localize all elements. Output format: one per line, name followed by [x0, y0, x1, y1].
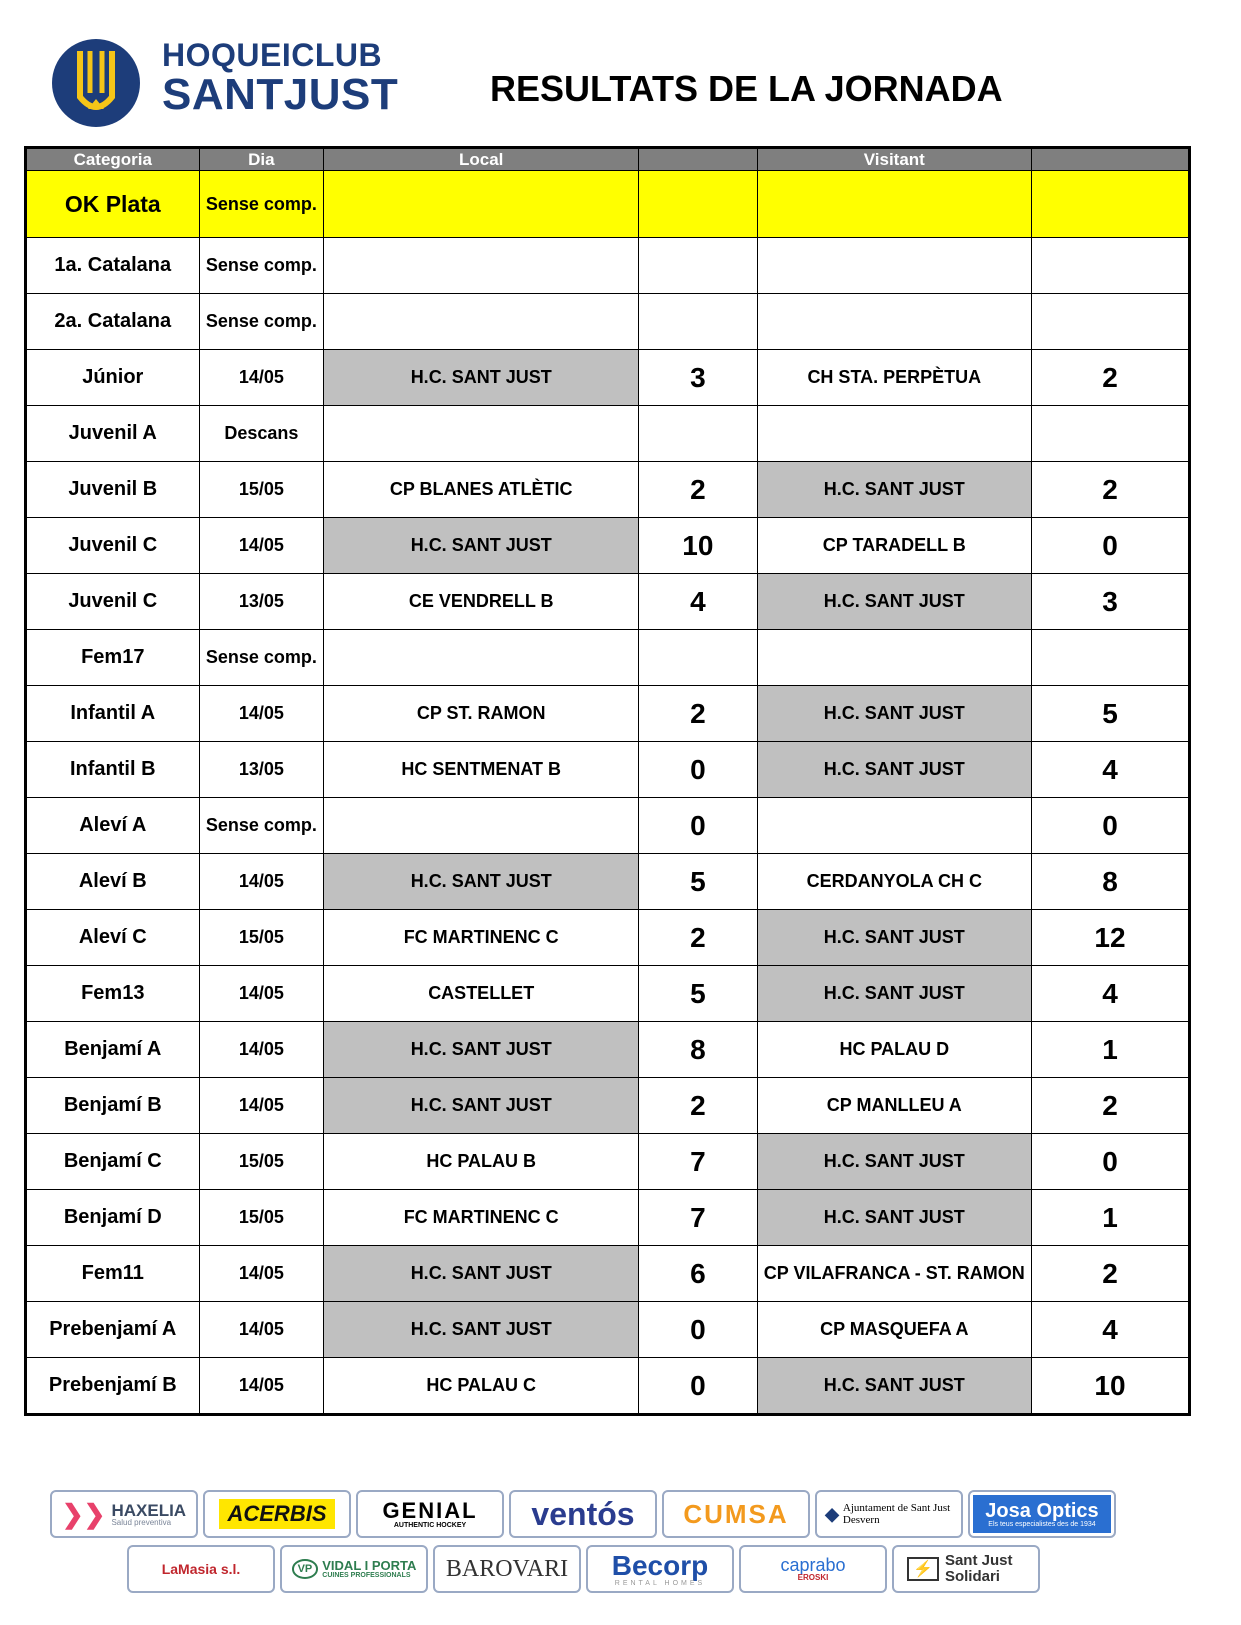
table-row	[26, 406, 1190, 462]
table-row	[26, 350, 1190, 406]
sponsor-haxelia	[50, 1490, 198, 1538]
day-cell: 15/05	[199, 910, 324, 966]
local-score-cell: 6	[639, 1246, 757, 1302]
visitor-team-cell	[757, 798, 1031, 854]
visitor-team-cell: H.C. SANT JUST	[757, 1190, 1031, 1246]
category-cell: OK Plata	[26, 171, 200, 238]
day-cell: Sense comp.	[199, 171, 324, 238]
sponsor-vidal-porta-name: VIDAL I PORTA	[322, 1558, 417, 1573]
local-score-cell	[639, 630, 757, 686]
visitor-team-cell: CP VILAFRANCA - ST. RAMON	[757, 1246, 1031, 1302]
visitor-score-cell	[1031, 238, 1189, 294]
day-cell: Descans	[199, 406, 324, 462]
results-table	[24, 146, 1191, 1416]
sponsor-josa-name: Josa Optics	[985, 1499, 1099, 1522]
visitor-score-cell: 10	[1031, 1358, 1189, 1415]
local-team-cell: H.C. SANT JUST	[324, 350, 639, 406]
table-row	[26, 294, 1190, 350]
sponsor-barovari	[433, 1545, 581, 1593]
sponsor-sant-just-solidari	[892, 1545, 1040, 1593]
local-score-cell: 2	[639, 462, 757, 518]
visitor-score-cell: 0	[1031, 518, 1189, 574]
visitor-team-cell: CP MASQUEFA A	[757, 1302, 1031, 1358]
local-team-cell: H.C. SANT JUST	[324, 1022, 639, 1078]
category-cell: Fem17	[26, 630, 200, 686]
category-cell: Benjamí A	[26, 1022, 200, 1078]
table-row	[26, 574, 1190, 630]
visitor-team-cell: H.C. SANT JUST	[757, 966, 1031, 1022]
table-row	[26, 686, 1190, 742]
visitor-score-cell: 2	[1031, 1246, 1189, 1302]
club-name-line1: HOQUEICLUB	[162, 37, 383, 73]
local-score-cell: 0	[639, 742, 757, 798]
local-team-cell: CE VENDRELL B	[324, 574, 639, 630]
visitor-team-cell	[757, 171, 1031, 238]
visitor-team-cell: H.C. SANT JUST	[757, 1358, 1031, 1415]
visitor-score-cell	[1031, 630, 1189, 686]
local-team-cell: H.C. SANT JUST	[324, 1246, 639, 1302]
category-cell: Fem11	[26, 1246, 200, 1302]
table-row	[26, 630, 1190, 686]
visitor-score-cell: 1	[1031, 1022, 1189, 1078]
visitor-team-cell: CH STA. PERPÈTUA	[757, 350, 1031, 406]
table-row	[26, 910, 1190, 966]
local-team-cell: H.C. SANT JUST	[324, 1302, 639, 1358]
sponsors-bar	[0, 1490, 1241, 1610]
visitor-score-cell: 3	[1031, 574, 1189, 630]
table-row	[26, 966, 1190, 1022]
visitor-score-cell: 4	[1031, 966, 1189, 1022]
day-cell: 14/05	[199, 686, 324, 742]
page-title: RESULTATS DE LA JORNADA	[490, 68, 1003, 109]
visitor-team-cell: H.C. SANT JUST	[757, 686, 1031, 742]
visitor-team-cell: H.C. SANT JUST	[757, 910, 1031, 966]
category-cell: Infantil B	[26, 742, 200, 798]
local-score-cell: 5	[639, 854, 757, 910]
local-team-cell: HC PALAU C	[324, 1358, 639, 1415]
club-name	[162, 39, 398, 117]
category-cell: Juvenil C	[26, 518, 200, 574]
highlight-row	[26, 171, 1190, 238]
day-cell: 15/05	[199, 1134, 324, 1190]
sponsor-vidal-porta-tagline: CUINES PROFESSIONALS	[322, 1572, 411, 1579]
local-score-cell: 3	[639, 350, 757, 406]
local-team-cell: CP BLANES ATLÈTIC	[324, 462, 639, 518]
vidal-porta-badge-icon: VP	[292, 1559, 319, 1579]
category-cell: Aleví A	[26, 798, 200, 854]
day-cell: Sense comp.	[199, 238, 324, 294]
club-logo	[50, 35, 410, 125]
day-cell: 14/05	[199, 518, 324, 574]
table-row	[26, 1246, 1190, 1302]
sponsor-caprabo	[739, 1545, 887, 1593]
sponsor-ajuntament-name: Ajuntament de Sant Just Desvern	[842, 1501, 951, 1526]
category-cell: Juvenil A	[26, 406, 200, 462]
local-team-cell: H.C. SANT JUST	[324, 518, 639, 574]
day-cell: 15/05	[199, 462, 324, 518]
visitor-score-cell: 0	[1031, 798, 1189, 854]
sponsor-josa-optics	[968, 1490, 1116, 1538]
column-header-local-score	[639, 148, 757, 171]
column-header-day: Dia	[199, 148, 324, 171]
sponsor-vidal-porta	[280, 1545, 428, 1593]
day-cell: Sense comp.	[199, 294, 324, 350]
visitor-team-cell: H.C. SANT JUST	[757, 742, 1031, 798]
table-row	[26, 462, 1190, 518]
table-row	[26, 1134, 1190, 1190]
local-score-cell: 2	[639, 686, 757, 742]
category-cell: Benjamí B	[26, 1078, 200, 1134]
category-cell: Juvenil C	[26, 574, 200, 630]
sponsor-genial-name: GENIAL	[382, 1497, 478, 1523]
sponsor-lamasia	[127, 1545, 275, 1593]
local-score-cell: 10	[639, 518, 757, 574]
column-header-visitor: Visitant	[757, 148, 1031, 171]
visitor-team-cell: H.C. SANT JUST	[757, 574, 1031, 630]
table-row	[26, 1302, 1190, 1358]
day-cell: 14/05	[199, 1078, 324, 1134]
local-team-cell	[324, 798, 639, 854]
ajuntament-diamond-icon: ◆	[825, 1503, 839, 1524]
sponsor-josa-tagline: Els teus especialistes des de 1934	[988, 1520, 1096, 1528]
column-header-local: Local	[324, 148, 639, 171]
table-row	[26, 1190, 1190, 1246]
category-cell: Juvenil B	[26, 462, 200, 518]
table-row	[26, 238, 1190, 294]
visitor-score-cell: 2	[1031, 350, 1189, 406]
category-cell: Infantil A	[26, 686, 200, 742]
visitor-team-cell	[757, 406, 1031, 462]
sponsor-haxelia-tagline: Salud preventiva	[111, 1517, 172, 1527]
sponsor-haxelia-name: HAXELIA	[111, 1500, 187, 1520]
sponsor-ventos-name: ventós	[531, 1495, 635, 1532]
day-cell: 14/05	[199, 350, 324, 406]
sponsor-caprabo-tagline: EROSKI	[797, 1573, 829, 1582]
local-score-cell	[639, 171, 757, 238]
local-score-cell: 0	[639, 1302, 757, 1358]
local-score-cell: 8	[639, 1022, 757, 1078]
local-team-cell: H.C. SANT JUST	[324, 854, 639, 910]
table-row	[26, 1078, 1190, 1134]
category-cell: Prebenjamí A	[26, 1302, 200, 1358]
visitor-team-cell	[757, 294, 1031, 350]
local-team-cell	[324, 406, 639, 462]
day-cell: 14/05	[199, 854, 324, 910]
sponsor-acerbis-name: ACERBIS	[219, 1499, 334, 1529]
table-row	[26, 518, 1190, 574]
visitor-score-cell: 5	[1031, 686, 1189, 742]
visitor-team-cell: HC PALAU D	[757, 1022, 1031, 1078]
day-cell: 14/05	[199, 1246, 324, 1302]
local-team-cell: CASTELLET	[324, 966, 639, 1022]
day-cell: Sense comp.	[199, 798, 324, 854]
visitor-score-cell	[1031, 171, 1189, 238]
visitor-team-cell: H.C. SANT JUST	[757, 462, 1031, 518]
sponsor-barovari-name: BAROVARI	[445, 1555, 569, 1582]
solidari-box-icon: ⚡	[907, 1557, 939, 1581]
local-team-cell: HC PALAU B	[324, 1134, 639, 1190]
local-score-cell: 2	[639, 1078, 757, 1134]
category-cell: 1a. Catalana	[26, 238, 200, 294]
sponsor-becorp-name: Becorp	[611, 1549, 709, 1581]
sponsor-caprabo-name: caprabo	[780, 1555, 846, 1575]
sponsor-solidari-name: Sant Just Solidari	[944, 1551, 1013, 1585]
day-cell: 14/05	[199, 1022, 324, 1078]
local-team-cell: FC MARTINENC C	[324, 910, 639, 966]
category-cell: Júnior	[26, 350, 200, 406]
local-score-cell: 5	[639, 966, 757, 1022]
local-score-cell: 4	[639, 574, 757, 630]
sponsor-genial-tagline: AUTHENTIC HOCKEY	[393, 1521, 467, 1529]
local-team-cell: H.C. SANT JUST	[324, 1078, 639, 1134]
local-team-cell: FC MARTINENC C	[324, 1190, 639, 1246]
column-header-category: Categoria	[26, 148, 200, 171]
visitor-score-cell: 12	[1031, 910, 1189, 966]
category-cell: Prebenjamí B	[26, 1358, 200, 1415]
visitor-score-cell: 2	[1031, 462, 1189, 518]
local-score-cell: 7	[639, 1134, 757, 1190]
table-row	[26, 1022, 1190, 1078]
category-cell: 2a. Catalana	[26, 294, 200, 350]
table-row	[26, 854, 1190, 910]
category-cell: Benjamí D	[26, 1190, 200, 1246]
visitor-score-cell	[1031, 406, 1189, 462]
visitor-team-cell	[757, 238, 1031, 294]
local-team-cell	[324, 294, 639, 350]
local-score-cell: 0	[639, 1358, 757, 1415]
local-team-cell: HC SENTMENAT B	[324, 742, 639, 798]
table-row	[26, 1358, 1190, 1415]
visitor-score-cell: 0	[1031, 1134, 1189, 1190]
visitor-score-cell: 8	[1031, 854, 1189, 910]
table-row	[26, 798, 1190, 854]
visitor-score-cell: 4	[1031, 1302, 1189, 1358]
category-cell: Aleví B	[26, 854, 200, 910]
category-cell: Aleví C	[26, 910, 200, 966]
sponsor-acerbis	[203, 1490, 351, 1538]
local-score-cell	[639, 406, 757, 462]
table-row	[26, 742, 1190, 798]
day-cell: 15/05	[199, 1190, 324, 1246]
sponsor-becorp	[586, 1545, 734, 1593]
local-team-cell	[324, 238, 639, 294]
column-header-visitor-score	[1031, 148, 1189, 171]
day-cell: 14/05	[199, 1302, 324, 1358]
haxelia-chevrons-icon: ❯❯	[61, 1498, 106, 1529]
local-team-cell	[324, 171, 639, 238]
local-score-cell	[639, 294, 757, 350]
sponsor-ajuntament	[815, 1490, 963, 1538]
local-team-cell	[324, 630, 639, 686]
club-name-line2: SANTJUST	[162, 70, 399, 119]
club-crest-icon	[50, 37, 142, 129]
day-cell: 14/05	[199, 966, 324, 1022]
local-score-cell: 7	[639, 1190, 757, 1246]
sponsor-cumsa	[662, 1490, 810, 1538]
visitor-score-cell	[1031, 294, 1189, 350]
local-score-cell: 2	[639, 910, 757, 966]
day-cell: 13/05	[199, 742, 324, 798]
sponsor-genial	[356, 1490, 504, 1538]
visitor-team-cell: CP TARADELL B	[757, 518, 1031, 574]
day-cell: 13/05	[199, 574, 324, 630]
visitor-team-cell: CP MANLLEU A	[757, 1078, 1031, 1134]
category-cell: Fem13	[26, 966, 200, 1022]
category-cell: Benjamí C	[26, 1134, 200, 1190]
visitor-team-cell	[757, 630, 1031, 686]
visitor-team-cell: CERDANYOLA CH C	[757, 854, 1031, 910]
table-header-row	[26, 148, 1190, 171]
local-score-cell: 0	[639, 798, 757, 854]
day-cell: 14/05	[199, 1358, 324, 1415]
sponsor-cumsa-name: CUMSA	[683, 1498, 789, 1529]
visitor-team-cell: H.C. SANT JUST	[757, 1134, 1031, 1190]
day-cell: Sense comp.	[199, 630, 324, 686]
local-team-cell: CP ST. RAMON	[324, 686, 639, 742]
visitor-score-cell: 4	[1031, 742, 1189, 798]
sponsor-lamasia-name: LaMasia s.l.	[161, 1561, 241, 1577]
sponsor-becorp-tagline: RENTAL HOMES	[614, 1579, 706, 1587]
visitor-score-cell: 1	[1031, 1190, 1189, 1246]
local-score-cell	[639, 238, 757, 294]
sponsor-ventos	[509, 1490, 657, 1538]
visitor-score-cell: 2	[1031, 1078, 1189, 1134]
